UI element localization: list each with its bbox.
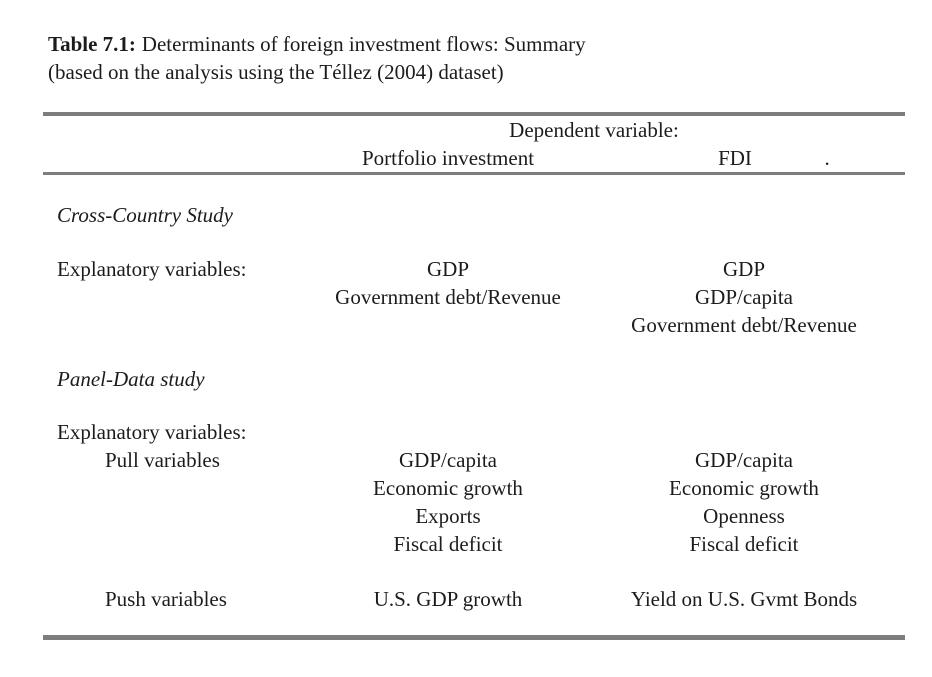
cell-fdi: Economic growth [669,476,819,500]
table-row [43,418,905,446]
table-row [43,255,905,283]
cell-fdi: Government debt/Revenue [631,313,857,337]
table-row [43,311,905,339]
section-row [43,365,905,393]
cell-fdi: Yield on U.S. Gvmt Bonds [630,587,858,611]
section-row [43,201,905,229]
table-row [43,585,905,613]
cell-portfolio: Fiscal deficit [393,532,503,556]
column-header-fdi: FDI [718,146,752,170]
row-label [43,311,313,339]
header-row-dependent-variable [43,116,905,144]
section-heading-cross-country: Cross-Country Study [57,203,233,227]
cell-portfolio: Government debt/Revenue [335,285,561,309]
table-row [43,502,905,530]
cell-fdi: Openness [703,504,785,528]
cell-fdi [583,418,905,446]
cell-portfolio [313,418,583,446]
row-label-explanatory-variables: Explanatory variables: [57,420,247,444]
row-label [43,530,313,558]
spacer [0,393,932,418]
dependent-variable-heading: Dependent variable: [509,118,679,142]
cell-portfolio: GDP/capita [399,448,497,472]
row-label-explanatory-variables: Explanatory variables: [57,257,247,281]
cell-fdi: GDP/capita [695,285,793,309]
spacer [0,558,932,585]
spacer [0,175,932,201]
cell-portfolio: GDP [426,257,469,281]
cell-portfolio: Economic growth [373,476,523,500]
table-number-label: Table 7.1: [48,32,136,56]
fdi-trailing-dot: . [824,146,830,170]
table-row [43,530,905,558]
column-header-portfolio: Portfolio investment [361,146,535,170]
table-row [43,283,905,311]
table-caption-line2: (based on the analysis using the Téllez (2004) dataset) [48,60,504,84]
header-empty-cell [43,144,313,172]
row-label [43,502,313,530]
spacer [0,339,932,365]
cell-fdi: GDP [722,257,765,281]
cell-fdi: GDP/capita [695,448,793,472]
cell-portfolio: U.S. GDP growth [373,587,523,611]
section-heading-panel-data: Panel-Data study [57,367,205,391]
table-caption [48,30,884,86]
header-row-columns [43,144,905,172]
table-title-text: Determinants of foreign investment flows: Summary [141,32,586,56]
row-label [43,283,313,311]
table-row [43,446,905,474]
column-header-fdi-cell [583,144,905,172]
cell-fdi: Fiscal deficit [689,532,799,556]
header-empty-cell [43,116,313,144]
row-label [43,474,313,502]
cell-portfolio: Exports [415,504,481,528]
row-label-push-variables: Push variables [105,587,227,611]
table-caption-line1 [48,30,884,58]
cell-portfolio [313,311,583,339]
spacer [0,229,932,255]
bottom-rule [43,635,905,640]
row-label-pull-variables: Pull variables [105,448,220,472]
table-row [43,474,905,502]
